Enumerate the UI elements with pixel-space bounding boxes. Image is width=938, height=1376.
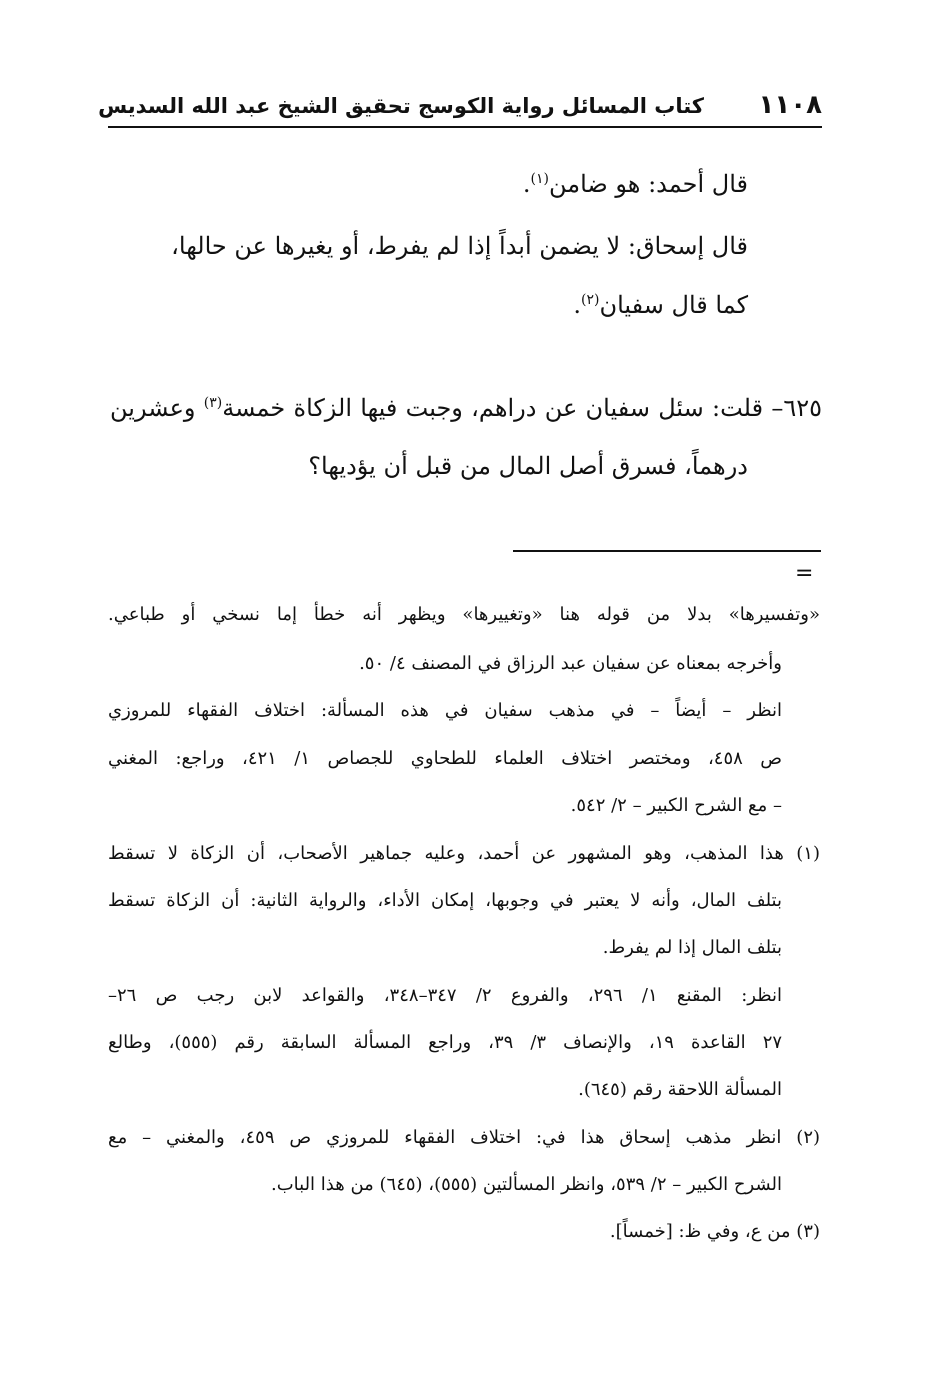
question-line-2	[308, 452, 748, 480]
footnote-1-line: بتلف المال، وأنه لا يعتبر في وجوبها، إمكان الأداء، والرواية الثانية: أن الزكاة تسقط	[108, 890, 782, 911]
book-title: كتاب المسائل رواية الكوسج تحقيق الشيخ عبد الله السديس	[98, 94, 704, 118]
footnote-ref-3[interactable]: (٣)	[203, 395, 223, 411]
footnote-2-line: الشرح الكبير – ٢/ ٥٣٩، وانظر المسألتين (٥٥٥)، (٦٤٥) من هذا الباب.	[270, 1174, 782, 1195]
header-rule	[108, 126, 822, 128]
ahmad-statement: قال أحمد: هو ضامن	[548, 170, 748, 198]
footnote-1-line: ٢٧ القاعدة ١٩، والإنصاف ٣/ ٣٩، وراجع المسألة السابقة رقم (٥٥٥)، وطالع	[108, 1032, 783, 1053]
footnote-ref-2[interactable]: (٢)	[581, 292, 600, 308]
footnote-continuation-mark: =	[795, 561, 814, 586]
line-end: .	[522, 170, 531, 198]
footnote-1-line: المسألة اللاحقة رقم (٦٤٥).	[578, 1079, 782, 1100]
question-text-start: ٦٢٥– قلت: سئل سفيان عن دراهم، وجبت فيها الزكاة خمسة	[222, 394, 823, 422]
footnote-line: وأخرجه بمعناه عن سفيان عبد الرزاق في المصنف ٤/ ٥٠.	[359, 653, 782, 674]
footnote-3-line: (٣) من ع، وفي ظ: [خمساً].	[609, 1221, 820, 1242]
footnote-line: «وتفسيرها» بدلا من قوله هنا «وتغييرها» ويظهر أنه خطأ إما نسخي أو طباعي.	[108, 604, 820, 625]
ishaq-statement: قال إسحاق: لا يضمن أبداً إذا لم يفرط، أو يغيرها عن حالها،	[171, 232, 748, 260]
footnote-1-line: انظر: المقنع ١/ ٢٩٦، والفروع ٢/ ٣٤٧–٣٤٨، والقواعد لابن رجب ص ٢٦–	[108, 985, 782, 1006]
question-text-end: وعشرين	[110, 394, 204, 422]
footnote-line: ص ٤٥٨، ومختصر اختلاف العلماء للطحاوي للجصاص ١/ ٤٢١، وراجع: المغني	[108, 748, 783, 769]
footnote-ref-1[interactable]: (١)	[530, 171, 549, 187]
body-line-3	[573, 291, 748, 319]
page-number: ١١٠٨	[758, 90, 822, 120]
question-text-cont: درهماً، فسرق أصل المال من قبل أن يؤديها؟	[308, 452, 748, 480]
footnote-line: – مع الشرح الكبير – ٢/ ٥٤٢.	[570, 795, 782, 816]
body-line-1	[523, 170, 748, 198]
line-end: .	[573, 291, 581, 319]
footnote-separator	[513, 550, 821, 552]
question-line-1	[110, 394, 822, 422]
sufyan-reference: كما قال سفيان	[599, 291, 748, 319]
running-header	[98, 88, 822, 128]
body-line-2	[171, 232, 748, 260]
footnote-2-line: (٢) انظر مذهب إسحاق هذا في: اختلاف الفقهاء للمروزي ص ٤٥٩، والمغني – مع	[108, 1127, 821, 1148]
footnote-1-line: بتلف المال إذا لم يفرط.	[602, 937, 782, 958]
footnote-1-line: (١) هذا المذهب، وهو المشهور عن أحمد، وعليه جماهير الأصحاب، أن الزكاة لا تسقط	[108, 843, 820, 864]
footnote-line: انظر – أيضاً – في مذهب سفيان في هذه المسألة: اختلاف الفقهاء للمروزي	[108, 700, 782, 721]
